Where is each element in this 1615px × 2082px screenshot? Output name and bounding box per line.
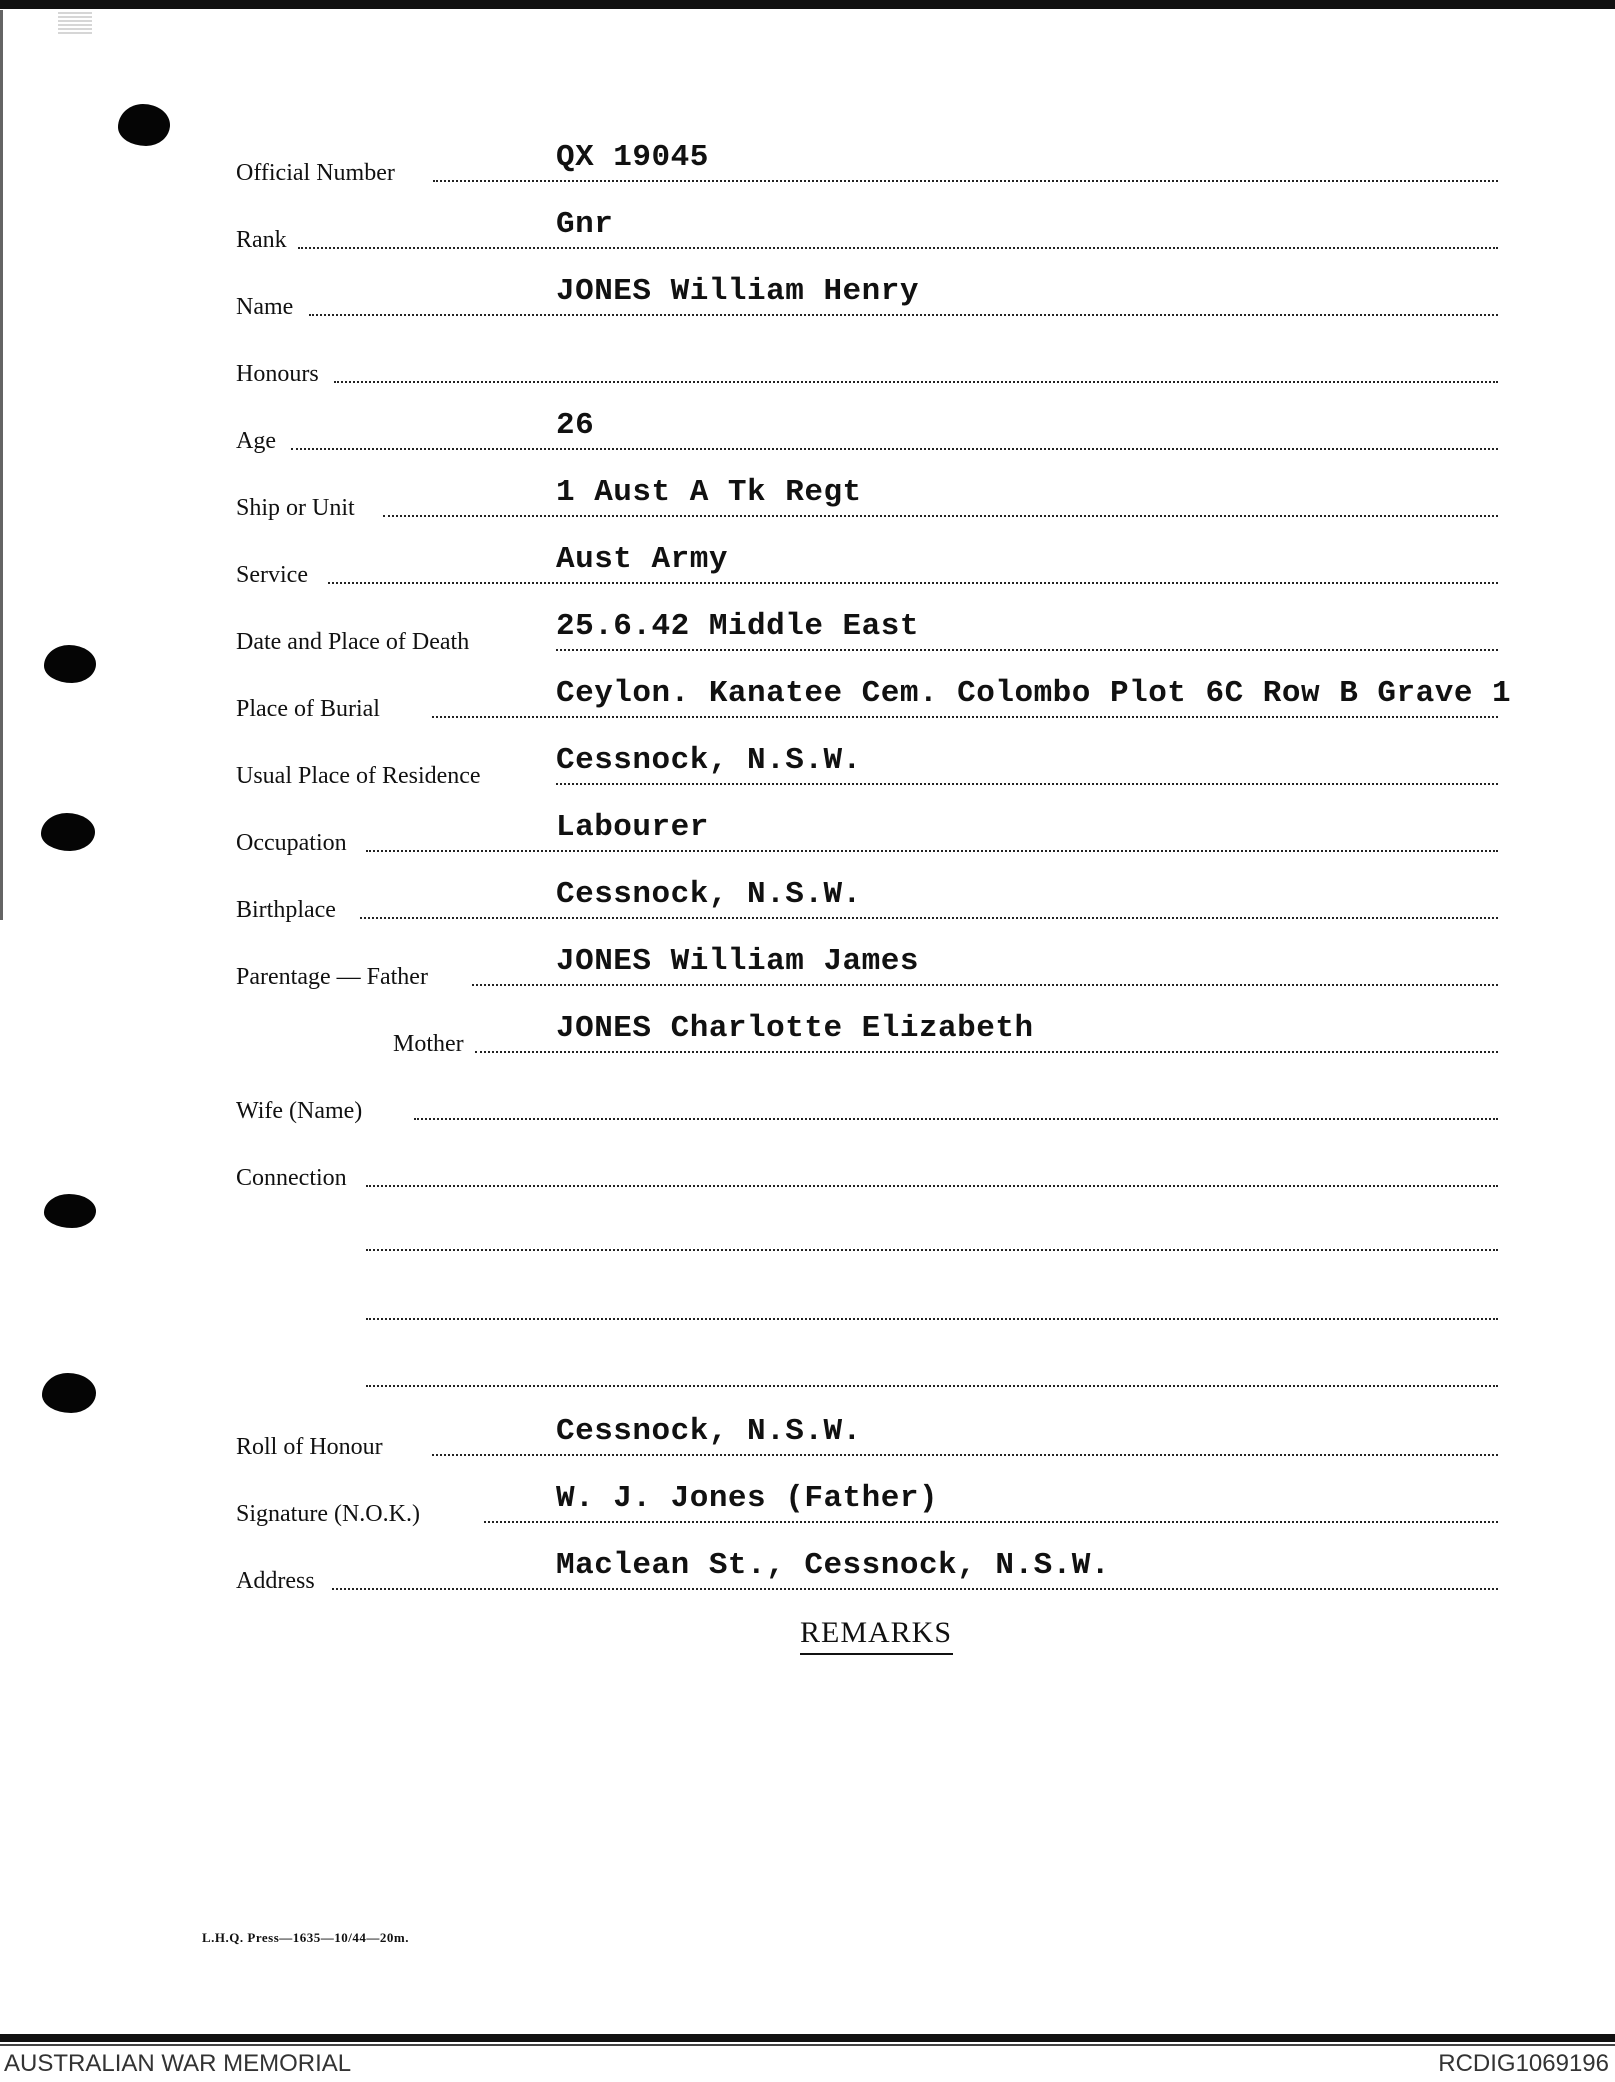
field-roll-of-honour: [236, 1399, 1498, 1459]
footer-archive-name: AUSTRALIAN WAR MEMORIAL: [4, 2050, 352, 2077]
remarks-heading: REMARKS: [800, 1616, 953, 1649]
connection-blank-line: [366, 1318, 1498, 1320]
field-value: Gnr: [556, 207, 614, 242]
field-ship-or-unit: [236, 460, 1498, 520]
punch-hole: [42, 1373, 96, 1413]
punch-hole: [41, 813, 95, 851]
dotted-line: [475, 1051, 1498, 1053]
field-name: [236, 259, 1498, 319]
remarks-underline: [800, 1653, 953, 1655]
field-value: 1 Aust A Tk Regt: [556, 475, 862, 510]
field-occupation: [236, 795, 1498, 855]
connection-blank-line: [366, 1249, 1498, 1251]
field-label: Age: [236, 428, 276, 454]
field-label: Rank: [236, 227, 287, 253]
dotted-line: [291, 448, 1498, 450]
field-label: Usual Place of Residence: [236, 763, 481, 789]
field-label: Wife (Name): [236, 1098, 363, 1124]
dotted-line: [298, 247, 1498, 249]
top-scan-edge: [0, 0, 1615, 9]
field-signature-nok: [236, 1466, 1498, 1526]
field-label: Roll of Honour: [236, 1434, 383, 1460]
field-value: JONES William Henry: [556, 274, 919, 309]
printer-imprint: L.H.Q. Press—1635—10/44—20m.: [202, 1930, 409, 1945]
dotted-line: [432, 716, 1498, 718]
dotted-line: [433, 180, 1498, 182]
field-value: 26: [556, 408, 595, 443]
field-connection: [236, 1130, 1498, 1190]
field-label: Address: [236, 1568, 315, 1594]
field-value: JONES William James: [556, 944, 919, 979]
field-label: Service: [236, 562, 308, 588]
field-rank: [236, 192, 1498, 252]
punch-hole: [44, 645, 96, 683]
field-age: [236, 393, 1498, 453]
footer-record-id: RCDIG1069196: [1438, 2050, 1609, 2077]
field-date-place-of-death: [236, 594, 1498, 654]
field-label: Occupation: [236, 830, 347, 856]
field-value: Cessnock, N.S.W.: [556, 743, 862, 778]
field-wife: [236, 1063, 1498, 1123]
dotted-line: [556, 783, 1498, 785]
field-address: [236, 1533, 1498, 1593]
dotted-line: [309, 314, 1498, 316]
field-value: Labourer: [556, 810, 709, 845]
field-value: JONES Charlotte Elizabeth: [556, 1011, 1034, 1046]
field-value: Cessnock, N.S.W.: [556, 877, 862, 912]
bottom-scan-edge: [0, 2034, 1615, 2042]
dotted-line: [556, 649, 1498, 651]
punch-hole: [118, 104, 170, 146]
dotted-line: [366, 850, 1498, 852]
field-label: Honours: [236, 361, 319, 387]
field-birthplace: [236, 862, 1498, 922]
field-official-number: [236, 125, 1498, 185]
field-honours: [236, 326, 1498, 386]
field-value: Cessnock, N.S.W.: [556, 1414, 862, 1449]
field-value: 25.6.42 Middle East: [556, 609, 919, 644]
field-label: Parentage — Father: [236, 964, 428, 990]
field-label: Signature (N.O.K.): [236, 1501, 420, 1527]
field-label: Date and Place of Death: [236, 629, 470, 655]
left-scan-edge: [0, 10, 3, 920]
field-label: Mother: [393, 1031, 464, 1057]
dotted-line: [414, 1118, 1498, 1120]
field-label: Birthplace: [236, 897, 336, 923]
dotted-line: [432, 1454, 1498, 1456]
field-value: W. J. Jones (Father): [556, 1481, 939, 1516]
field-service: [236, 527, 1498, 587]
dotted-line: [334, 381, 1498, 383]
scan-artifact: [58, 12, 92, 34]
field-label: Ship or Unit: [236, 495, 355, 521]
dotted-line: [366, 1185, 1498, 1187]
field-label: Official Number: [236, 160, 395, 186]
field-mother: [236, 996, 1498, 1056]
field-label: Connection: [236, 1165, 347, 1191]
dotted-line: [360, 917, 1498, 919]
bottom-rule: [0, 2044, 1615, 2046]
dotted-line: [332, 1588, 1498, 1590]
field-value: Ceylon. Kanatee Cem. Colombo Plot 6C Row B Grave 1: [556, 676, 1512, 711]
field-place-of-burial: [236, 661, 1512, 722]
dotted-line: [484, 1521, 1498, 1523]
field-value: Aust Army: [556, 542, 728, 577]
field-father: [236, 929, 1498, 989]
field-label: Place of Burial: [236, 696, 380, 722]
dotted-line: [383, 515, 1498, 517]
field-value: QX 19045: [556, 140, 709, 175]
dotted-line: [328, 582, 1498, 584]
connection-blank-line: [366, 1385, 1498, 1387]
punch-hole: [44, 1194, 96, 1228]
dotted-line: [472, 984, 1498, 986]
field-usual-residence: [236, 728, 1498, 788]
field-value: Maclean St., Cessnock, N.S.W.: [556, 1548, 1110, 1583]
field-label: Name: [236, 294, 294, 320]
